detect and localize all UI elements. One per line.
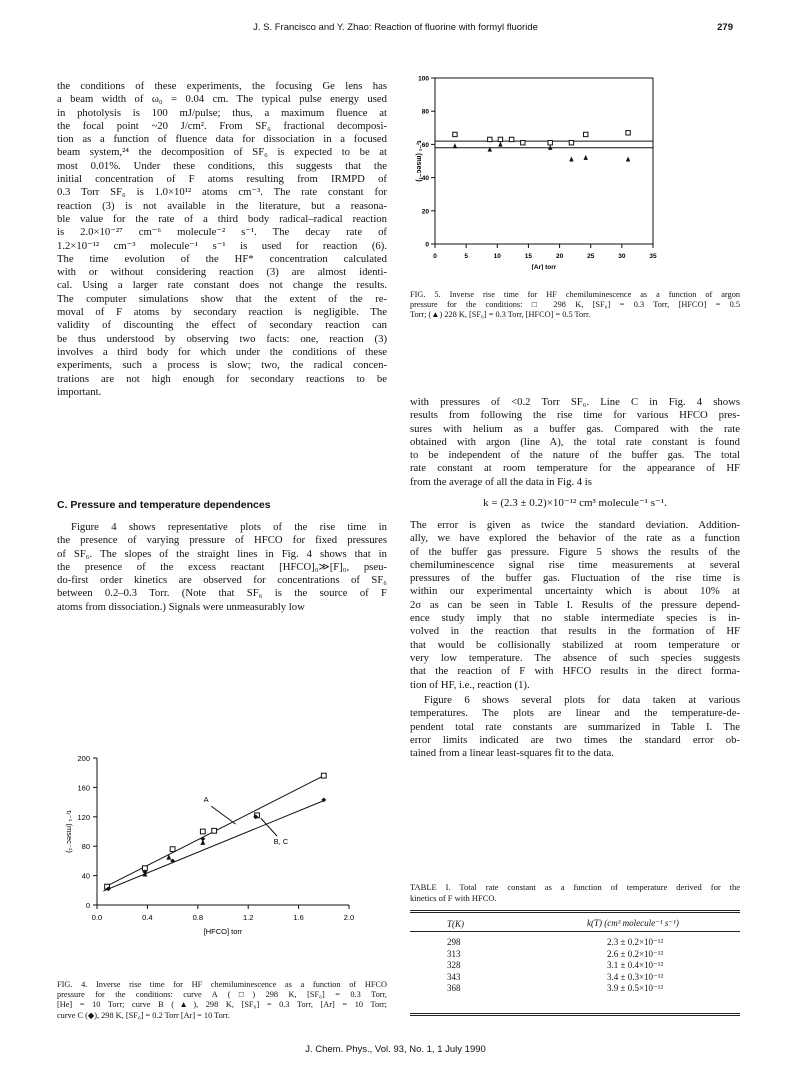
table-cell-rate: 3.9 ± 0.5×10⁻¹² (607, 983, 664, 993)
fig5-data-point (509, 137, 513, 141)
fig4-x-tick-label: 0.0 (91, 913, 103, 922)
left-p1-line: the focal point ~20 J/cm². From SF₆ fractional decomposi- (57, 119, 387, 132)
fig5-data-point (626, 131, 630, 135)
left-p1-line: with or without considering reaction (3) are almost identi- (57, 266, 387, 279)
right-p2-line: chemiluminescence signal rise time measurements at several (410, 558, 740, 571)
table-bottom-rule (410, 1013, 740, 1014)
left-p1-line: in photolysis is 100 mJ/pulse; thus, a maximum fluence at (57, 106, 387, 119)
left-p1-line: cal. Using a larger rate constant does not change the results. (57, 279, 387, 292)
fig4-caption-line: [He] = 10 Torr; curve B (▲), 298 K, [SF₆] = 0.3 Torr, [Ar] = 10 Torr; (57, 1000, 387, 1010)
left-p1-line: 1.2×10⁻¹² cm⁻³ molecule⁻¹ s⁻¹ is used for reaction (6). (57, 239, 387, 252)
right-p1-line: rate constant at room temperature for the appearance of HF (410, 462, 740, 475)
fig4-y-tick-label: 0 (85, 901, 90, 910)
left-p1-line: most 0.01%. Under these conditions, this suggests that the (57, 159, 387, 172)
fig5-chart (410, 70, 740, 270)
right-p2-line: ence study imply that no stable intermediate species is in- (410, 612, 740, 625)
left-p1-line: The computer simulations show that the extent of the re- (57, 292, 387, 305)
left-p2-line: the presence of the excess reactant [HFCO]₀≫[F]₀, pseu- (57, 560, 387, 573)
fig5-data-point (488, 137, 492, 141)
fig4-caption-line: curve C (◆), 298 K, [SF₆] = 0.2 Torr [Ar] = 10 Torr. (57, 1010, 230, 1020)
left-p1-line: beam system,²⁴ the decomposition of SF₆ is expected to be at (57, 146, 387, 159)
fig5-x-tick-label: 15 (524, 253, 533, 260)
left-p2-line: do-first order kinetics are observed for concentrations of SF₆ (57, 574, 387, 587)
left-p1-line: important. (57, 385, 102, 398)
left-p2-line: atoms from dissociation.) Signals were unmeasurably low (57, 600, 305, 613)
fig5-data-point (521, 141, 525, 145)
running-title: J. S. Francisco and Y. Zhao: Reaction of fluorine with formyl fluoride (253, 22, 538, 33)
table-cell-rate: 2.3 ± 0.2×10⁻¹² (607, 937, 664, 947)
right-p1-line: from the average of all the data in Fig. 4 is (410, 475, 592, 488)
left-p1-line: validity of discounting the effect of secondary reaction can (57, 319, 387, 332)
fig5-caption-line: pressure for the conditions: □ 298 K, [SF₆] = 0.3 Torr, [HFCO] = 0.5 (410, 300, 740, 310)
fig5-caption (410, 290, 740, 321)
fig5-x-tick-label: 10 (493, 253, 501, 260)
fig4-caption (57, 980, 387, 1021)
fig4-x-tick-label: 2.0 (343, 913, 355, 922)
fig5-data-point (453, 132, 457, 136)
fig5-y-tick-label: 20 (421, 208, 429, 216)
right-p2-line: The error is given as twice the standard deviation. Addition- (410, 519, 740, 531)
right-p2-line: pressures of the buffer gas. Fluctuation of the rise time is (410, 572, 740, 585)
table-cell-temperature: 328 (447, 960, 461, 970)
table-row (410, 933, 740, 949)
fig4-data-point-A (170, 847, 175, 852)
page-number: 279 (717, 22, 733, 33)
fig5-data-point (548, 141, 552, 145)
section-heading: C. Pressure and temperature dependences (57, 499, 271, 511)
table-cell-rate: 2.6 ± 0.2×10⁻¹² (607, 948, 664, 959)
fig4-caption-line: pressure for the conditions: curve A (□) 298 K, [SF₆] = 0.3 Torr, (57, 990, 387, 1000)
left-p2-line: Figure 4 shows representative plots of the rise time in (71, 521, 387, 533)
fig5-data-point (569, 141, 573, 145)
fig5-data-point (626, 157, 630, 162)
fig5-x-tick-label: 0 (433, 253, 437, 260)
fig5-x-tick-label: 20 (555, 253, 564, 260)
table-cell-temperature: 298 (447, 937, 461, 947)
fig4-y-tick-label: 200 (77, 754, 90, 763)
right-p2-line: of the buffer gas pressure. Figure 5 shows the results of the (410, 545, 740, 558)
fig4-annotation-bc: B, C (273, 836, 289, 846)
rate-constant-equation: k = (2.3 ± 0.2)×10⁻¹² cm³ molecule⁻¹ s⁻¹. (483, 497, 667, 509)
fig4-data-point-C (200, 836, 205, 841)
fig5-y-tick-label: 60 (421, 141, 429, 149)
right-p2-line: that would be collisionally stabilized at room temperature or (410, 638, 740, 651)
fig4-data-point-A (200, 829, 205, 834)
fig5-y-tick-label: 0 (425, 241, 429, 249)
table1-title-line: kinetics of F with HFCO. (410, 892, 497, 903)
right-p1-line: sures with helium as a buffer gas. Compared with the rate (410, 422, 740, 435)
table-cell-temperature: 313 (447, 948, 461, 959)
fig5-y-axis-label: τᵣ⁻¹ (msec⁻¹) (415, 140, 422, 182)
fig5-caption-line: Torr; (▲) 228 K, [SF₆] = 0.3 Torr, [HFCO] = 0.5 Torr. (410, 310, 591, 320)
fig5-plot-frame (435, 78, 653, 244)
fig5-y-tick-label: 40 (421, 175, 429, 183)
right-paragraph-3 (410, 694, 740, 760)
fig5-data-point (498, 142, 502, 147)
left-p1-line: involves a third body for which under the conditions of these (57, 345, 387, 358)
fig5-data-point (498, 137, 502, 141)
table-top-rule-2 (410, 912, 740, 913)
right-p3-line: error limits indicated are two times the standard error ob- (410, 733, 740, 746)
right-p2-line: that the reaction of F with HFCO results in the direct forma- (410, 665, 740, 678)
left-p1-line: a beam width of ω₀ = 0.04 cm. The typical pulse energy used (57, 93, 387, 106)
fig5-caption-line: FIG. 5. Inverse rise time for HF chemiluminescence as a function of argon (410, 290, 740, 299)
right-paragraph-2 (410, 519, 740, 692)
fig4-y-tick-label: 160 (77, 783, 90, 793)
left-p1-line: trations are not high enough for secondary reactions to be (57, 372, 387, 385)
right-p3-line: temperatures. The plots are linear and the temperature-de- (410, 707, 740, 720)
left-p1-line: moval of F atoms by secondary reaction is negligible. The (57, 306, 387, 319)
fig4-caption-line: FIG. 4. Inverse rise time for HF chemiluminescence as a function of HFCO (57, 980, 387, 989)
left-p1-line: 0.3 Torr SF₆ is 1.0×10¹² atoms cm⁻³. The rate constant for (57, 186, 387, 199)
fig5-y-tick-label: 80 (421, 108, 429, 116)
left-p2-line: of SF₆. The slopes of the straight lines in Fig. 4 shows that in (57, 547, 387, 560)
fig5-x-axis-label: [Ar] torr (531, 264, 557, 270)
table-row (410, 983, 740, 995)
fig4-y-tick-label: 40 (81, 871, 90, 881)
table-cell-temperature: 368 (447, 983, 461, 993)
table-cell-temperature: 343 (447, 971, 461, 982)
fig5-x-tick-label: 35 (649, 253, 657, 260)
right-p2-line: tion of HF, i.e., reaction (1). (410, 678, 530, 691)
left-p1-line: experiments, such a process is slow; two, the radical concen- (57, 359, 387, 372)
fig5-data-point (584, 155, 588, 160)
fig5-data-point (453, 143, 457, 148)
journal-footer: J. Chem. Phys., Vol. 93, No. 1, 1 July 1990 (305, 1044, 486, 1055)
fig4-annotation-a: A (203, 795, 209, 805)
right-p1-line: with pressures of <0.2 Torr SF₆. Line C in Fig. 4 shows (410, 396, 740, 408)
table-header-temperature: T(K) (447, 918, 465, 929)
right-p2-line: ally, we have explored the behavior of the rate as a function (410, 532, 740, 545)
left-p1-line: initial concentration of F atoms resulting from IRMPD of (57, 173, 387, 186)
table-cell-rate: 3.4 ± 0.3×10⁻¹² (607, 971, 664, 982)
right-p1-line: obtained with argon (line A), the total rate constant is found (410, 435, 740, 448)
left-p2-line: the presence of varying pressure of HFCO for fixed pressures (57, 534, 387, 547)
table-row (410, 960, 740, 972)
left-p1-line: reaction (3) is not available in the literature, but a reasona- (57, 199, 387, 212)
fig5-y-tick-label: 100 (418, 75, 429, 83)
fig4-y-tick-label: 120 (77, 812, 90, 822)
left-p1-line: is 2.0×10⁻²⁷ cm⁻⁶ molecule⁻² s⁻¹. The decay rate of (57, 226, 387, 239)
right-p2-line: volved in the reaction that results in the formation of HF (410, 625, 740, 638)
table1-title-line: TABLE I. Total rate constant as a function of temperature derived for the (410, 882, 740, 892)
fig5-x-tick-label: 25 (587, 253, 595, 260)
fig4-x-tick-label: 1.6 (293, 913, 304, 922)
table-header-rule (410, 931, 740, 932)
fig4-x-axis-label: [HFCO] torr (203, 927, 243, 936)
table-cell-rate: 3.1 ± 0.4×10⁻¹² (607, 960, 664, 970)
right-p3-line: Figure 6 shows several plots for data taken at various (424, 694, 740, 706)
right-paragraph-1 (410, 396, 740, 489)
table-row (410, 949, 740, 961)
left-p1-line: ble value for the rate of a third body radical–radical reaction (57, 212, 387, 225)
right-p2-line: within our experimental uncertainty which is about 10% at (410, 585, 740, 598)
fig4-y-tick-label: 80 (81, 842, 90, 852)
fig4-y-axis-label: τᵣ⁻¹ (msec⁻¹) (65, 810, 74, 853)
left-p1-line: the conditions of these experiments, the focusing Ge lens has (57, 80, 387, 92)
left-p2-line: between 0.2–0.3 Torr. (Note that SF₆ is the source of F (57, 587, 387, 600)
left-p1-line: The time evolution of the HF* concentration calculated (57, 252, 387, 265)
table1 (410, 914, 740, 995)
right-p2-line: very low temperature. The absence of such species suggests (410, 651, 740, 664)
left-p1-line: tion as a function of fluence data for dissociation in a focused (57, 133, 387, 146)
left-paragraph-1 (57, 80, 387, 399)
table-top-rule (410, 910, 740, 911)
fig5-x-tick-label: 5 (464, 253, 468, 260)
fig5-x-tick-label: 30 (618, 253, 626, 260)
fig4-arrow-a (211, 806, 235, 824)
table1-title (410, 882, 740, 903)
table-row (410, 972, 740, 984)
fig5-data-point (584, 132, 588, 136)
right-p1-line: to be independent of the nature of the buffer gas. The total (410, 449, 740, 462)
fig4-fit-line-B (103, 801, 323, 891)
left-p1-line: be thus understood by observing two facts: one, reaction (3) (57, 332, 387, 345)
fig4-x-tick-label: 0.8 (192, 913, 204, 922)
right-p3-line: pendent total rate constants are summarized in Table I. The (410, 720, 740, 733)
fig4-x-tick-label: 1.2 (242, 913, 254, 922)
fig4-chart (57, 750, 387, 975)
fig4-x-tick-label: 0.4 (142, 913, 153, 922)
right-p2-line: 2σ as can be seen in Table I. Results of the pressure depend- (410, 598, 740, 611)
left-paragraph-2 (57, 521, 387, 614)
table-header-rate-constant: k(T) (cm³ molecule⁻¹ s⁻¹) (587, 918, 679, 928)
fig4-data-point-A (212, 828, 217, 833)
right-p1-line: results from following the rise time for various HFCO pres- (410, 409, 740, 422)
fig4-data-point-A (321, 773, 326, 778)
fig5-data-point (569, 157, 573, 162)
table-bottom-rule-2 (410, 1015, 740, 1016)
right-p3-line: tained from a linear least-squares fit to the data. (410, 747, 614, 760)
